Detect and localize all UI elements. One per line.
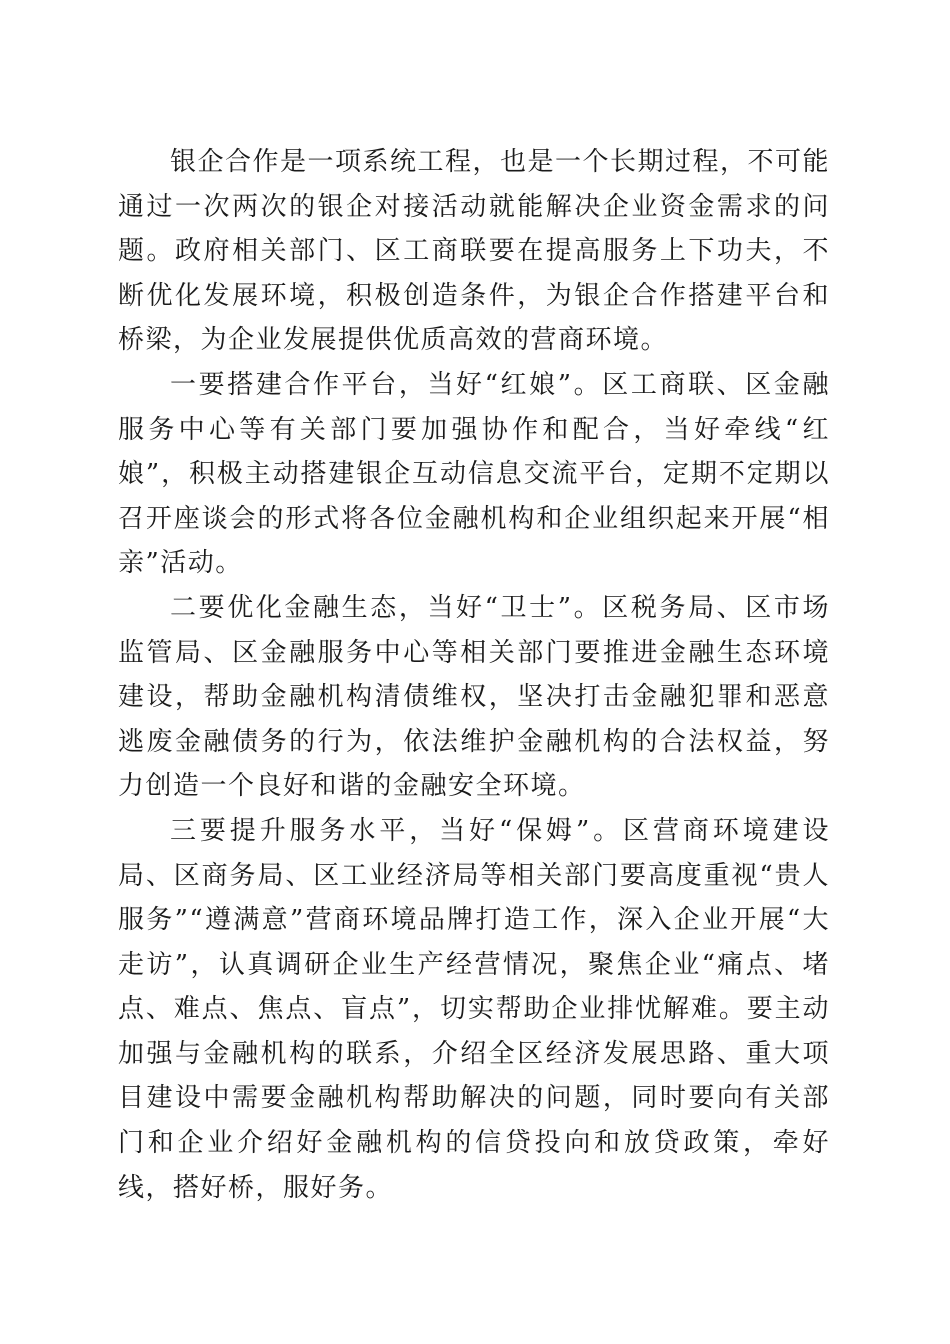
document-body <box>118 140 830 1210</box>
paragraph-point-two: 二要优化金融生态，当好“卫士”。区税务局、区市场监管局、区金融服务中心等相关部门要推进金融生态环境建设，帮助金融机构清债维权，坚决打击金融犯罪和恶意逃废金融债务的行为，依法维护金融机构的合法权益，努力创造一个良好和谐的金融安全环境。 <box>118 592 830 802</box>
paragraph-point-one: 一要搭建合作平台，当好“红娘”。区工商联、区金融服务中心等有关部门要加强协作和配合，当好牵线“红娘”，积极主动搭建银企互动信息交流平台，定期不定期以召开座谈会的形式将各位金融机构和企业组织起来开展“相亲”活动。 <box>118 369 830 579</box>
paragraph-intro: 银企合作是一项系统工程，也是一个长期过程，不可能通过一次两次的银企对接活动就能解决企业资金需求的问题。政府相关部门、区工商联要在提高服务上下功夫，不断优化发展环境，积极创造条件，为银企合作搭建平台和桥梁，为企业发展提供优质高效的营商环境。 <box>118 147 831 356</box>
paragraph-point-three: 三要提升服务水平，当好“保姆”。区营商环境建设局、区商务局、区工业经济局等相关部门要高度重视“贵人服务”“遵满意”营商环境品牌打造工作，深入企业开展“大走访”，认真调研企业生产经营情况，聚焦企业“痛点、堵点、难点、焦点、盲点”，切实帮助企业排忧解难。要主动加强与金融机构的联系，介绍全区经济发展思路、重大项目建设中需要金融机构帮助解决的问题，同时要向有关部门和企业介绍好金融机构的信贷投向和放贷政策，牵好线，搭好桥，服好务。 <box>118 815 830 1203</box>
